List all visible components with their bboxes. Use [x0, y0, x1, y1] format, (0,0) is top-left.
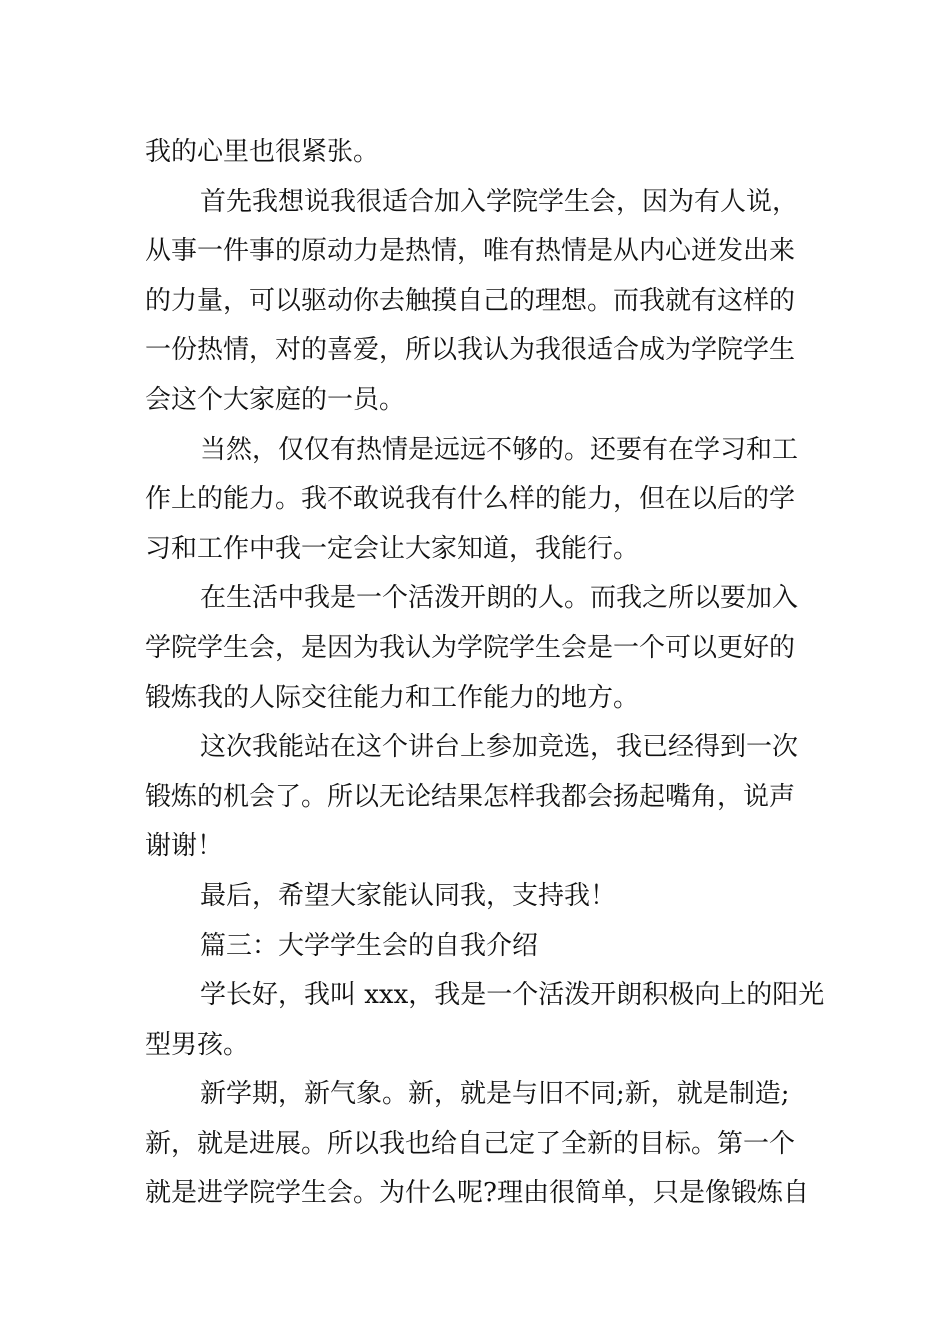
text-line: 谢谢！ — [145, 831, 224, 862]
text-line: 会这个大家庭的一员。 — [145, 384, 406, 415]
paragraph-start-line: 这次我能站在这个讲台上参加竞选，我已经得到一次 — [200, 732, 799, 763]
text-line: 习和工作中我一定会让大家知道，我能行。 — [145, 533, 640, 564]
text-line: 型男孩。 — [145, 1029, 250, 1060]
paragraph-start-line: 学长好，我叫 xxx，我是一个活泼开朗积极向上的阳光 — [200, 980, 825, 1011]
text-line: 的力量，可以驱动你去触摸自己的理想。而我就有这样的 — [145, 285, 796, 316]
paragraph-start-line: 首先我想说我很适合加入学院学生会，因为有人说， — [200, 186, 799, 217]
paragraph-start-line: 最后，希望大家能认同我，支持我！ — [200, 880, 617, 911]
text-line: 新，就是进展。所以我也给自己定了全新的目标。第一个 — [145, 1128, 796, 1159]
paragraph-start-line: 当然，仅仅有热情是远远不够的。还要有在学习和工 — [200, 434, 799, 465]
text-line: 锻炼我的人际交往能力和工作能力的地方。 — [145, 682, 640, 713]
text-line: 一份热情，对的喜爱，所以我认为我很适合成为学院学生 — [145, 335, 796, 366]
document-body — [145, 128, 825, 1219]
section-heading: 篇三：大学学生会的自我介绍 — [200, 930, 539, 961]
text-line: 从事一件事的原动力是热情，唯有热情是从内心迸发出来 — [145, 236, 796, 267]
paragraph-start-line: 在生活中我是一个活泼开朗的人。而我之所以要加入 — [200, 583, 799, 614]
text-line: 学院学生会，是因为我认为学院学生会是一个可以更好的 — [145, 632, 796, 663]
text-line: 我的心里也很紧张。 — [145, 137, 380, 167]
text-line: 锻炼的机会了。所以无论结果怎样我都会扬起嘴角，说声 — [145, 781, 796, 812]
text-line: 作上的能力。我不敢说我有什么样的能力，但在以后的学 — [145, 484, 796, 515]
text-line: 就是进学院学生会。为什么呢?理由很简单，只是像锻炼自 — [145, 1178, 809, 1209]
paragraph-start-line: 新学期，新气象。新，就是与旧不同;新，就是制造; — [200, 1079, 790, 1110]
